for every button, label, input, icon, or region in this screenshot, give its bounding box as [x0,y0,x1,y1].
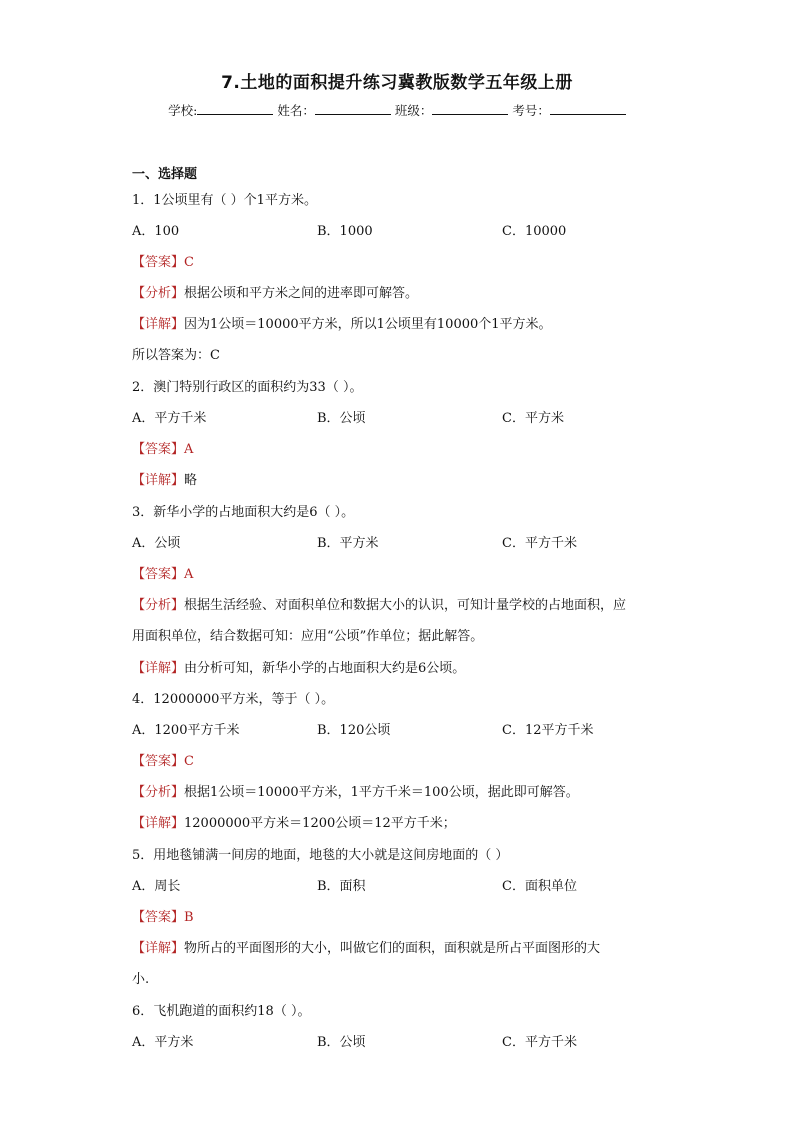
question-5-option-c: C．面积单位 [502,879,577,894]
question-5-detail: 【详解】物所占的平面图形的大小，叫做它们的面积，面积就是所占平面图形的大 [132,941,601,956]
question-5-detail-cont: 小. [132,972,150,987]
question-6-option-a: A．平方米 [132,1035,194,1050]
exam-blank[interactable] [550,102,626,115]
exam-label: 考号： [512,103,550,118]
question-1-detail: 【详解】因为1公顷＝10000平方米，所以1公顷里有10000个1平方米。 [132,317,552,332]
question-2-answer: 【答案】A [132,442,194,457]
question-3-analysis: 【分析】根据生活经验、对面积单位和数据大小的认识，可知计量学校的占地面积，应 [132,598,627,613]
question-2-stem: 2．澳门特别行政区的面积约为33（ ）。 [132,380,363,395]
question-3-answer: 【答案】A [132,567,194,582]
question-3-detail: 【详解】由分析可知，新华小学的占地面积大约是6公顷。 [132,661,466,676]
question-4-option-a: A．1200平方千米 [132,723,240,738]
school-label: 学校: [168,103,198,118]
question-3-option-c: C．平方千米 [502,536,577,551]
student-info-line [0,101,794,119]
question-3-option-a: A．公顷 [132,536,181,551]
question-4-stem: 4．12000000平方米，等于（ ）。 [132,692,335,707]
question-4-option-b: B．120公顷 [317,723,391,738]
question-1-option-a: A．100 [132,224,180,239]
question-4-option-c: C．12平方千米 [502,723,594,738]
name-label: 姓名： [277,103,315,118]
question-5-answer: 【答案】B [132,910,194,925]
question-5-option-a: A．周长 [132,879,181,894]
class-label: 班级： [394,103,433,118]
question-2-option-c: C．平方米 [502,411,564,426]
question-1-extra: 所以答案为：C [132,348,220,363]
question-2-option-b: B．公顷 [317,411,366,426]
question-6-option-b: B．公顷 [317,1035,366,1050]
class-blank[interactable] [432,102,508,115]
question-1-answer: 【答案】C [132,255,194,270]
document-title: 7.土地的面积提升练习冀教版数学五年级上册 [221,73,573,93]
question-2-detail: 【详解】略 [132,473,198,488]
question-1-option-b: B．1000 [317,224,373,239]
question-2-option-a: A．平方千米 [132,411,207,426]
question-6-stem: 6．飞机跑道的面积约18（ ）。 [132,1004,311,1019]
question-5-option-b: B．面积 [317,879,366,894]
school-blank[interactable] [197,102,273,115]
question-1-option-c: C．10000 [502,224,567,239]
question-4-detail: 【详解】12000000平方米＝1200公顷＝12平方千米； [132,816,456,831]
question-3-analysis-cont: 用面积单位，结合数据可知：应用“公顷”作单位；据此解答。 [132,629,484,644]
question-1-analysis: 【分析】根据公顷和平方米之间的进率即可解答。 [132,286,419,301]
question-3-option-b: B．平方米 [317,536,379,551]
question-5-stem: 5．用地毯铺满一间房的地面，地毯的大小就是这间房地面的（ ） [132,848,509,863]
question-6-option-c: C．平方千米 [502,1035,577,1050]
question-4-analysis: 【分析】根据1公顷＝10000平方米，1平方千米＝100公顷，据此即可解答。 [132,785,579,800]
question-3-stem: 3．新华小学的占地面积大约是6（ ）。 [132,505,355,520]
question-4-answer: 【答案】C [132,754,194,769]
question-1-stem: 1．1公顷里有（ ）个1平方米。 [132,193,317,208]
name-blank[interactable] [315,102,391,115]
section-title: 一、选择题 [132,167,198,182]
